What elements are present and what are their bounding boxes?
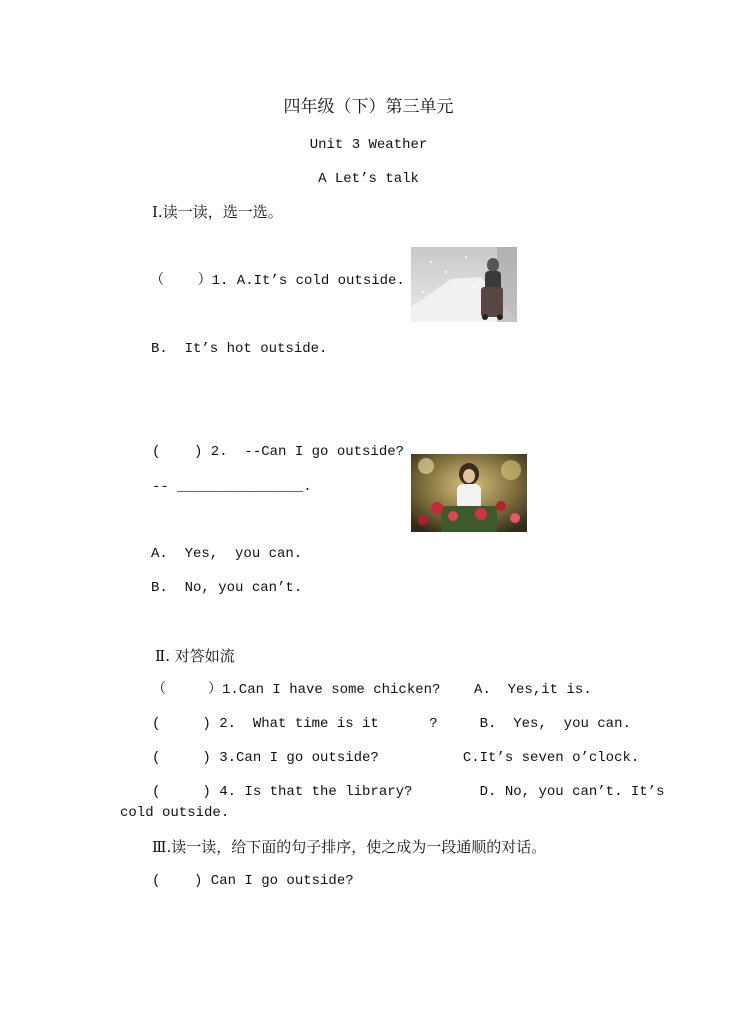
q2-line: ( ) 2. --Can I go outside? bbox=[152, 444, 405, 460]
section3-heading: Ⅲ.读一读，给下面的句子排序，使之成为一段通顺的对话。 bbox=[152, 838, 547, 856]
section2-row-4-cont: cold outside. bbox=[120, 805, 230, 821]
section1-heading: Ⅰ.读一读，选一选。 bbox=[152, 203, 283, 221]
section2-row-1: （ ）1.Can I have some chicken? A. Yes,it is. bbox=[152, 682, 592, 698]
section2-row-4: ( ) 4. Is that the library? D. No, you can’t. It’s bbox=[152, 784, 665, 800]
section3-row-1: ( ) Can I go outside? bbox=[152, 873, 354, 889]
lesson-title: A Let’s talk bbox=[318, 171, 419, 187]
section2-row-2: ( ) 2. What time is it ? B. Yes, you can. bbox=[152, 716, 631, 732]
girl-with-flowers-photo bbox=[411, 454, 527, 532]
section2-row-3: ( ) 3.Can I go outside? C.It’s seven o’clock. bbox=[152, 750, 640, 766]
q1-line: （ ）1. A.It’s cold outside. bbox=[150, 273, 405, 289]
q2-option-a: A. Yes, you can. bbox=[151, 546, 303, 562]
section2-heading: Ⅱ. 对答如流 bbox=[155, 647, 235, 665]
q2-option-b: B. No, you can’t. bbox=[151, 580, 303, 596]
q1-option-b: B. It’s hot outside. bbox=[151, 341, 328, 357]
q2-answer-line: -- _______________. bbox=[152, 479, 312, 495]
unit-subtitle: Unit 3 Weather bbox=[309, 137, 428, 153]
page-title: 四年级（下）第三单元 bbox=[283, 97, 454, 117]
snowy-street-photo bbox=[411, 247, 517, 322]
